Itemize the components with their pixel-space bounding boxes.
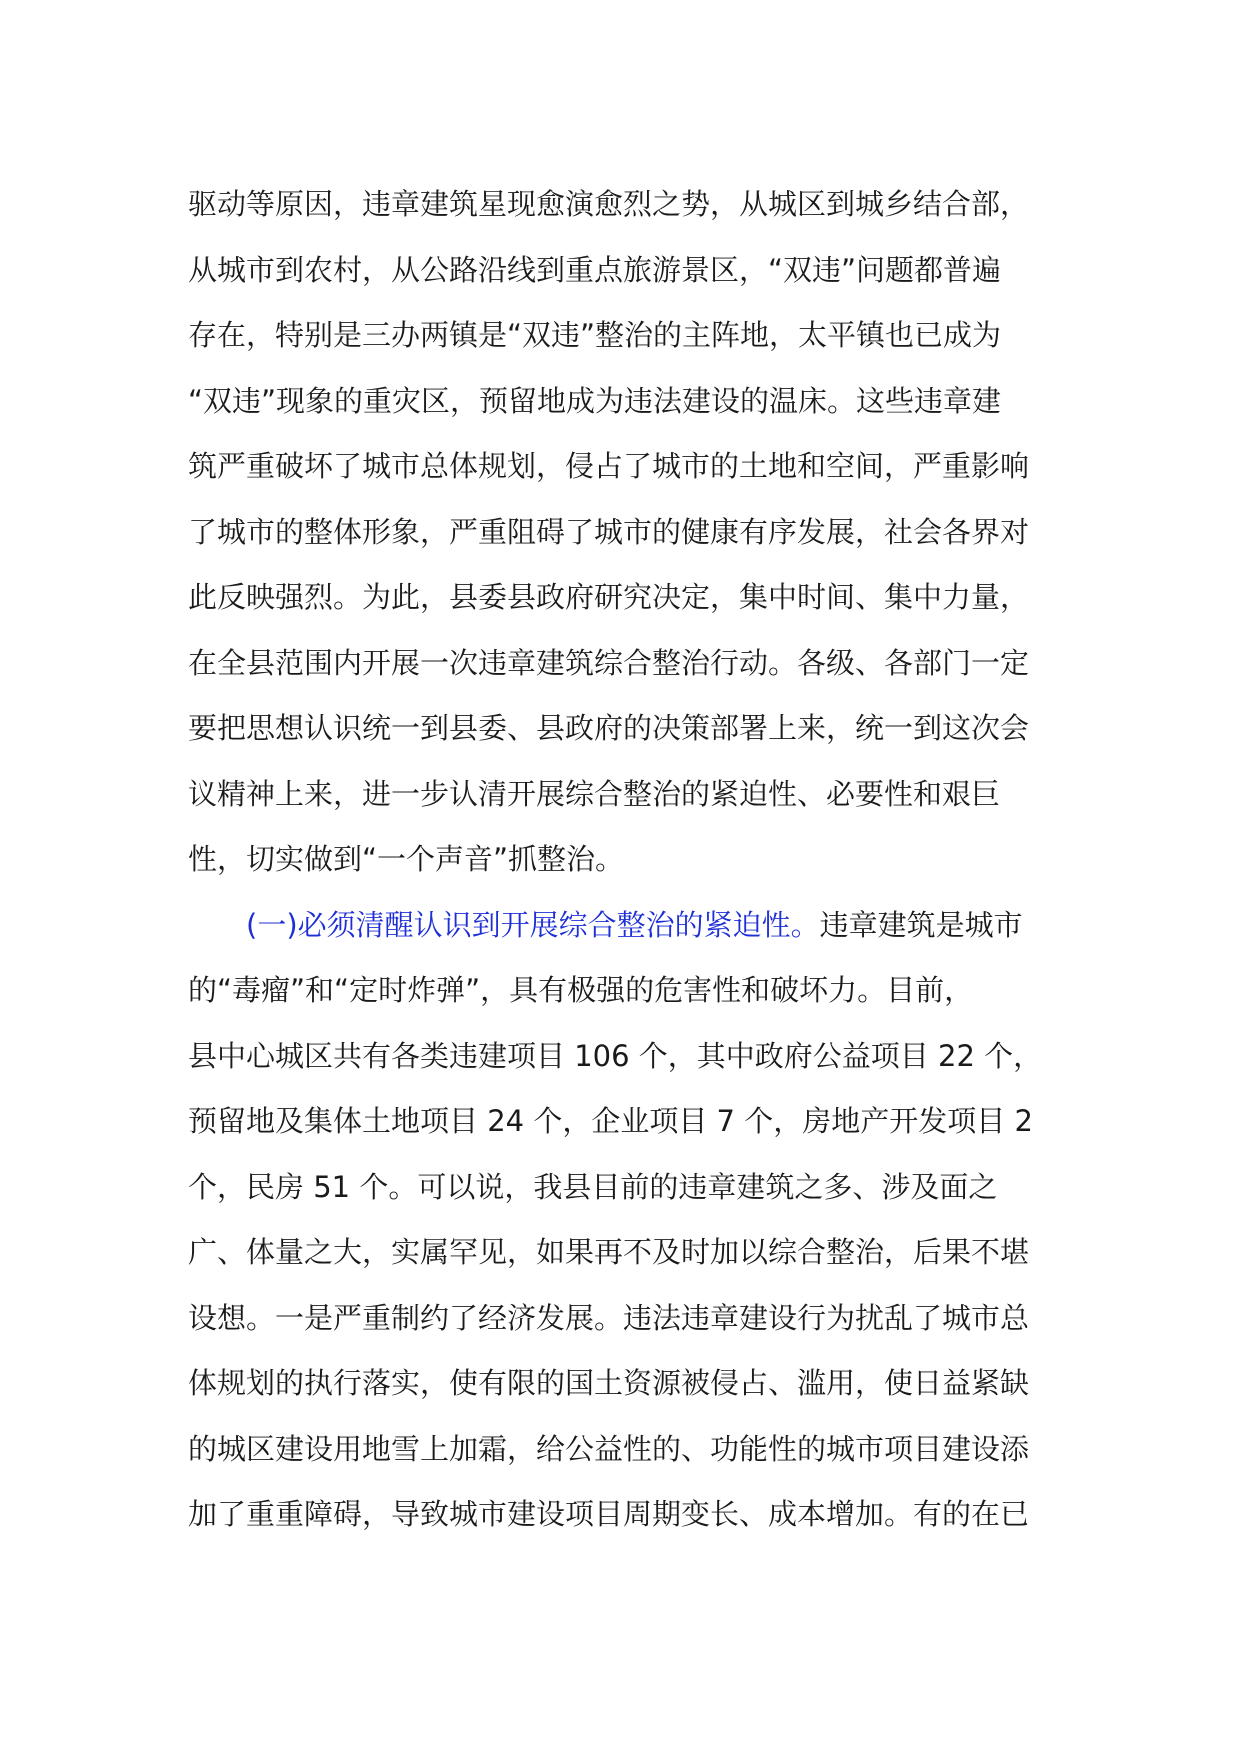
paragraph-line: 的城区建设用地雪上加霜，给公益性的、功能性的城市项目建设添 bbox=[188, 1431, 1030, 1466]
paragraph-line: 筑严重破坏了城市总体规划，侵占了城市的土地和空间，严重影响 bbox=[188, 449, 1030, 483]
paragraph-line: 加了重重障碍，导致城市建设项目周期变长、成本增加。有的在已 bbox=[188, 1497, 1030, 1531]
document-body bbox=[188, 172, 1068, 1548]
paragraph-line: 存在，特别是三办两镇是“双违”整治的主阵地，太平镇也已成为 bbox=[188, 318, 1002, 352]
paragraph-line: 要把思想认识统一到县委、县政府的决策部署上来，统一到这次会 bbox=[188, 711, 1030, 745]
paragraph-line: 了城市的整体形象，严重阻碍了城市的健康有序发展，社会各界对 bbox=[188, 514, 1030, 549]
paragraph-line: 广、体量之大，实属罕见，如果再不及时加以综合整治，后果不堪 bbox=[188, 1235, 1030, 1269]
paragraph-line: 县中心城区共有各类违建项目 106 个，其中政府公益项目 22 个， bbox=[188, 1038, 1043, 1073]
section-heading-line bbox=[188, 893, 1068, 959]
paragraph-line: 性，切实做到“一个声音”抓整治。 bbox=[188, 842, 625, 876]
paragraph-line: 从城市到农村，从公路沿线到重点旅游景区，“双违”问题都普遍 bbox=[188, 252, 1002, 287]
paragraph-line: 议精神上来，进一步认清开展综合整治的紧迫性、必要性和艰巨 bbox=[188, 776, 1001, 811]
paragraph-line: 驱动等原因，违章建筑星现愈演愈烈之势，从城区到城乡结合部， bbox=[188, 187, 1030, 221]
paragraph-line: 的“毒瘤”和“定时炸弹”，具有极强的危害性和破坏力。目前， bbox=[188, 973, 974, 1007]
paragraph-line: 在全县范围内开展一次违章建筑综合整治行动。各级、各部门一定 bbox=[188, 645, 1030, 680]
paragraph-line: “双违”现象的重灾区，预留地成为违法建设的温床。这些违章建 bbox=[188, 383, 1002, 418]
section-heading: (一)必须清醒认识到开展综合整治的紧迫性。 bbox=[246, 907, 820, 942]
paragraph-line: 个，民房 51 个。可以说，我县目前的违章建筑之多、涉及面之 bbox=[188, 1169, 998, 1204]
paragraph-line: 设想。一是严重制约了经济发展。违法违章建设行为扰乱了城市总 bbox=[188, 1300, 1030, 1335]
paragraph-line: 此反映强烈。为此，县委县政府研究决定，集中时间、集中力量， bbox=[188, 580, 1030, 614]
paragraph-line: 预留地及集体土地项目 24 个，企业项目 7 个，房地产开发项目 2 bbox=[188, 1104, 1033, 1138]
section-heading-tail: 违章建筑是城市 bbox=[819, 907, 1023, 942]
paragraph-line: 体规划的执行落实，使有限的国土资源被侵占、滥用，使日益紧缺 bbox=[188, 1366, 1030, 1400]
